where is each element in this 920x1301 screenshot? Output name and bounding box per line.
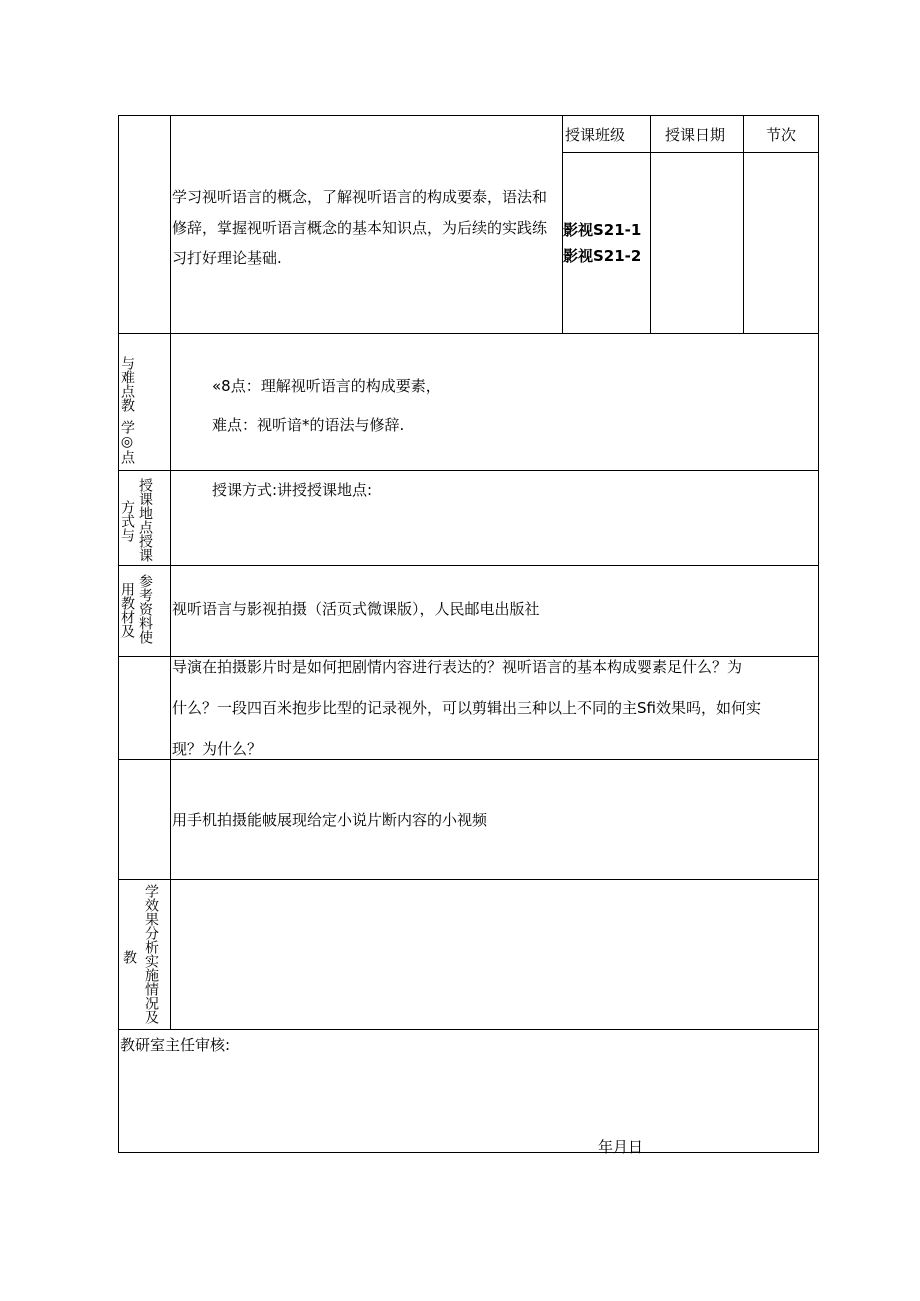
homework-text: 用手机拍摄能帔展现给定小说片断内容的小视频 xyxy=(172,811,488,829)
question-line-2: 什么？一段四百米抱步比型的记录视外，可以剪辑出三种以上不同的主Sfi效果吗，如何实 xyxy=(172,699,761,717)
lesson-plan-table xyxy=(118,115,819,1153)
objective-line-1: 学习视听语言的概念，了解视听语言的构成要泰，语法和 xyxy=(172,188,548,206)
method-label-col2: 授课地点授课 xyxy=(137,478,153,562)
key-point-line: «8点：理解视听语言的构成要素， xyxy=(212,377,441,395)
review-label: 教研室主任审核: xyxy=(120,1036,231,1054)
materials-text: 视听语言与影视拍摄（活页式微课版），人民邮电出版社 xyxy=(172,600,540,618)
label-column-divider xyxy=(170,115,171,1029)
method-label-col1: 方式与 xyxy=(119,500,135,542)
method-text: 授课方式:讲授授课地点: xyxy=(212,481,373,499)
header-divider xyxy=(743,115,744,333)
review-date: 年月日 xyxy=(598,1138,644,1156)
header-underline xyxy=(562,152,819,153)
difficulty-line: 难点：视听谙*的语法与修辞. xyxy=(212,416,405,434)
date-header: 授课日期 xyxy=(665,126,726,144)
question-line-1: 导演在拍摄影片时是如何把剧情内容进行表达的？视听语言的基本构成婴素足什么？为 xyxy=(172,658,743,676)
row-divider xyxy=(118,333,819,334)
question-line-3: 现？为什么？ xyxy=(172,740,263,758)
materials-label-col1: 用教材及 xyxy=(119,582,135,638)
period-header: 节次 xyxy=(766,126,797,144)
row-divider xyxy=(118,656,819,657)
row-divider xyxy=(118,470,819,471)
row-divider xyxy=(118,1029,819,1030)
analysis-label-col1: 教 xyxy=(121,950,137,964)
materials-label-col2: 参考资料使 xyxy=(137,574,153,644)
class-name-1: 影视S21-1 xyxy=(563,221,642,239)
keypoints-label-col1: 与难点教 xyxy=(119,356,135,412)
row-divider xyxy=(118,759,819,760)
analysis-label-col2: 学效果分析实施情况及 xyxy=(143,884,159,1024)
class-header: 授课班级 xyxy=(565,126,626,144)
header-divider xyxy=(650,115,651,333)
keypoints-label-col1b: 学◎点 xyxy=(119,420,135,464)
row-divider xyxy=(118,879,819,880)
class-name-2: 影视S21-2 xyxy=(563,247,642,265)
objective-line-3: 习打好理论基础. xyxy=(172,249,282,267)
objective-line-2: 修辞，掌握视听语言概念的基本知识点，为后续的实践练 xyxy=(172,219,548,237)
row-divider xyxy=(118,565,819,566)
